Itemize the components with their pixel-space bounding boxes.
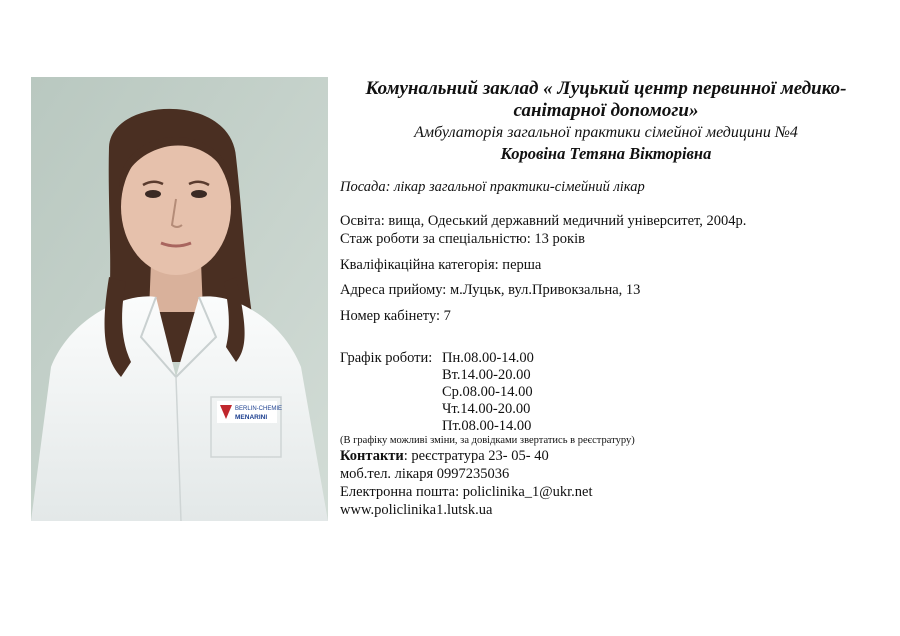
registry-phone: : реєстратура 23- 05- 40: [403, 448, 549, 464]
schedule-day: Ср.08.00-14.00: [442, 384, 533, 400]
institution-name: Комунальний заклад « Луцький центр первинної медико-санітарної допомоги»: [365, 78, 847, 121]
ambulatory-name: Амбулаторія загальної практики сімейної медицини №4: [414, 124, 798, 141]
schedule-day: Вт.14.00-20.00: [442, 367, 531, 383]
schedule-label: Графік роботи:: [340, 350, 433, 366]
address-line: Адреса прийому: м.Луцьк, вул.Привокзальна, 13: [340, 282, 641, 298]
doctor-name: Коровіна Тетяна Вікторівна: [500, 144, 712, 163]
mobile-phone: моб.тел. лікаря 0997235036: [340, 466, 510, 482]
email-line: Електронна пошта: policlinika_1@ukr.net: [340, 484, 593, 500]
badge: [217, 401, 282, 423]
website-line: www.policlinika1.lutsk.ua: [340, 502, 493, 518]
cabinet-line: Номер кабінету: 7: [340, 308, 451, 324]
schedule-note: (В графіку можливі зміни, за довідками звертатись в реєстратуру): [340, 435, 635, 446]
header: [336, 78, 876, 164]
badge-line1: BERLIN-CHEMIE: [235, 406, 283, 412]
experience-line: Стаж роботи за спеціальністю: 13 років: [340, 231, 585, 247]
education-line: Освіта: вища, Одеський державний медичний університет, 2004р.: [340, 213, 747, 229]
badge-line2: MENARINI: [235, 414, 268, 421]
schedule-day: Чт.14.00-20.00: [442, 401, 531, 417]
doctor-portrait-illustration: [31, 77, 328, 521]
contacts-label: Контакти: [340, 448, 404, 464]
schedule-day: Пн.08.00-14.00: [442, 350, 534, 366]
category-line: Кваліфікаційна категорія: перша: [340, 257, 542, 273]
position-line: Посада: лікар загальної практики-сімейний лікар: [340, 179, 645, 195]
doctor-photo: [31, 77, 328, 521]
schedule-day: Пт.08.00-14.00: [442, 418, 532, 434]
contacts-registry: [340, 447, 549, 465]
